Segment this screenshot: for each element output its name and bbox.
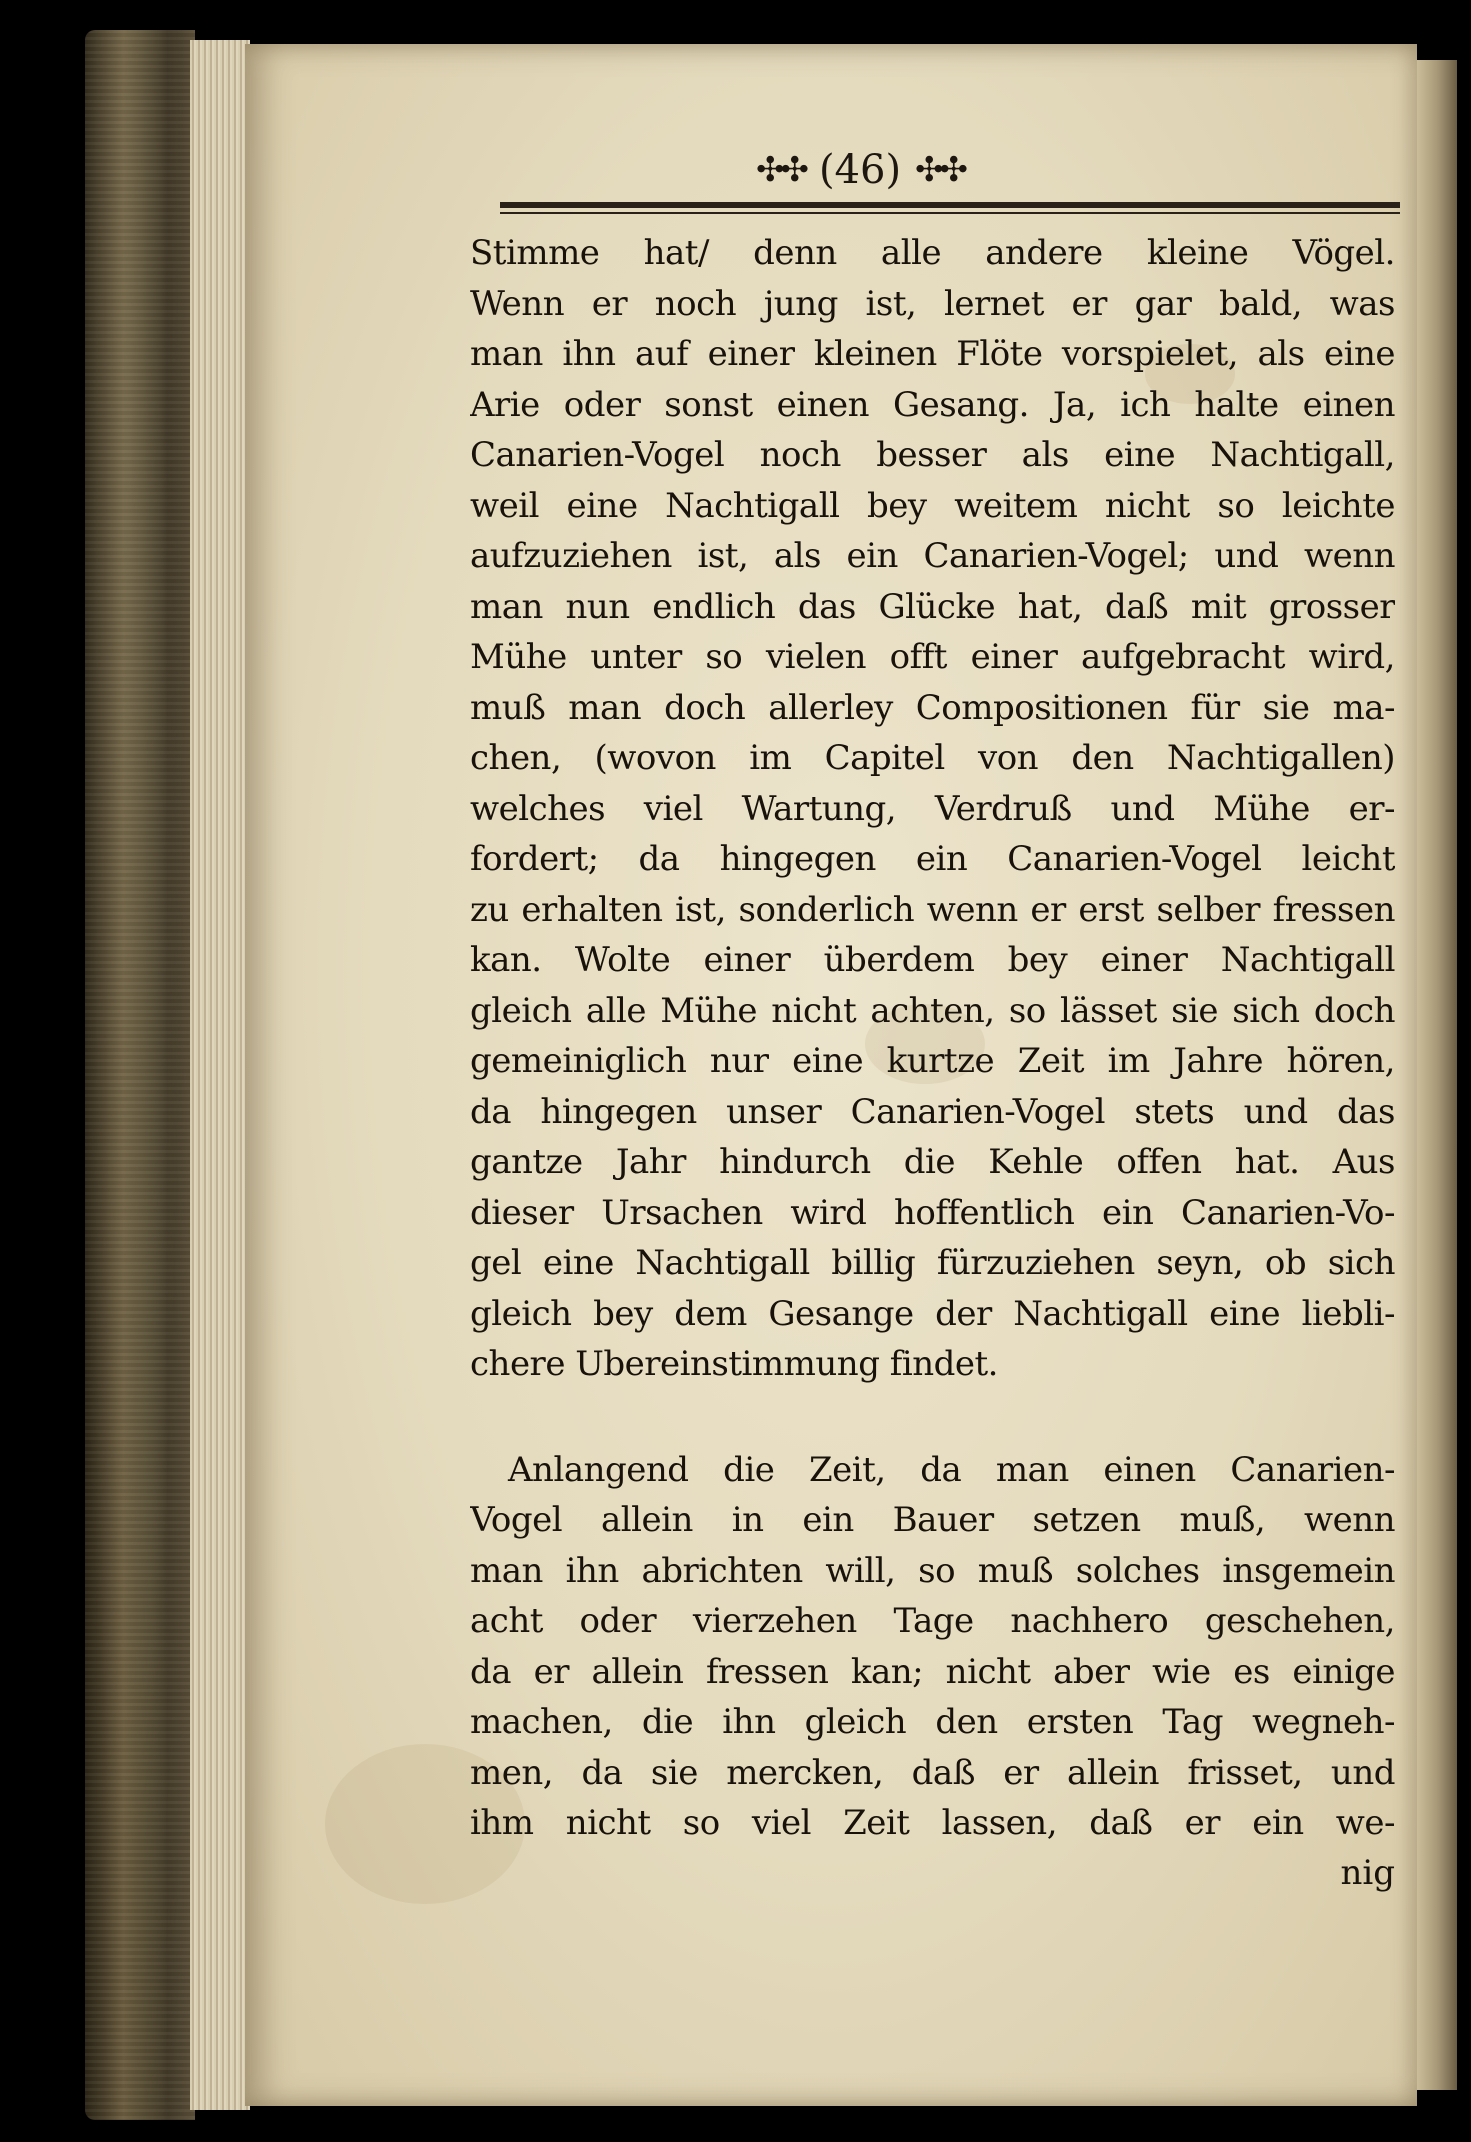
catchword: nig — [1340, 1852, 1395, 1893]
paragraph-1 — [470, 228, 1395, 1390]
header-rule — [500, 202, 1400, 208]
page-header — [500, 140, 1220, 200]
text-line: Canarien-Vogel noch besser als eine Nachtigall, — [470, 435, 1395, 475]
text-line: da er allein fressen kan; nicht aber wie es einige — [470, 1651, 1395, 1692]
text-line: Arie oder sonst einen Gesang. Ja, ich halte einen — [470, 384, 1395, 425]
text-line: gleich alle Mühe nicht achten, so lässet sie sich doch — [470, 990, 1395, 1031]
text-line: Mühe unter so vielen offt einer aufgebracht wird, — [470, 637, 1395, 677]
text-line: gleich bey dem Gesange der Nachtigall eine liebli- — [470, 1293, 1395, 1334]
text-line: aufzuziehen ist, als ein Canarien-Vogel; und wenn — [470, 536, 1395, 576]
text-line: Anlangend die Zeit, da man einen Canarien- — [508, 1449, 1395, 1490]
facing-page-edge — [1417, 60, 1457, 2090]
page-number: (46) — [818, 147, 902, 193]
text-line: man nun endlich das Glücke hat, daß mit grosser — [470, 586, 1395, 627]
page-edges — [190, 40, 250, 2110]
text-line: weil eine Nachtigall bey weitem nicht so leichte — [470, 485, 1395, 526]
text-line: kan. Wolte einer überdem bey einer Nachtigall — [470, 940, 1395, 980]
text-line: da hingegen unser Canarien-Vogel stets und das — [470, 1091, 1395, 1132]
text-line: men, da sie mercken, daß er allein frisset, und — [470, 1752, 1395, 1793]
page-body — [470, 228, 1395, 1897]
text-line: Stimme hat/ denn alle andere kleine Vögel. — [470, 233, 1395, 273]
text-line: zu erhalten ist, sonderlich wenn er erst selber fressen — [470, 889, 1395, 930]
paragraph-2 — [470, 1445, 1395, 1849]
text-line: acht oder vierzehen Tage nachhero geschehen, — [470, 1601, 1395, 1641]
text-line: ihm nicht so viel Zeit lassen, daß er ein we- — [470, 1803, 1395, 1843]
header-rule-thin — [500, 212, 1400, 214]
text-line: gantze Jahr hindurch die Kehle offen hat. Aus — [470, 1142, 1395, 1182]
text-line: machen, die ihn gleich den ersten Tag wegneh- — [470, 1702, 1395, 1742]
text-line: gemeiniglich nur eine kurtze Zeit im Jahre hören, — [470, 1041, 1395, 1081]
text-line: welches viel Wartung, Verdruß und Mühe er- — [470, 788, 1395, 829]
header-ornament-right-icon: ✣✣ — [915, 150, 965, 190]
book-spine — [85, 30, 195, 2120]
text-line: Wenn er noch jung ist, lernet er gar bald, was — [470, 283, 1395, 324]
text-line: man ihn abrichten will, so muß solches insgemein — [470, 1550, 1395, 1591]
text-line: dieser Ursachen wird hoffentlich ein Canarien-Vo- — [470, 1192, 1395, 1233]
text-line: fordert; da hingegen ein Canarien-Vogel leicht — [470, 839, 1395, 879]
text-line: muß man doch allerley Compositionen für sie ma- — [470, 687, 1395, 728]
text-line: Vogel allein in ein Bauer setzen muß, wenn — [470, 1500, 1395, 1540]
text-line: man ihn auf einer kleinen Flöte vorspielet, als eine — [470, 334, 1395, 374]
text-line: gel eine Nachtigall billig fürzuziehen seyn, ob sich — [470, 1243, 1395, 1283]
text-line: chen, (wovon im Capitel von den Nachtigallen) — [470, 738, 1395, 778]
header-ornament-left-icon: ✣✣ — [755, 150, 805, 190]
text-line: chere Ubereinstimmung findet. — [470, 1344, 998, 1384]
